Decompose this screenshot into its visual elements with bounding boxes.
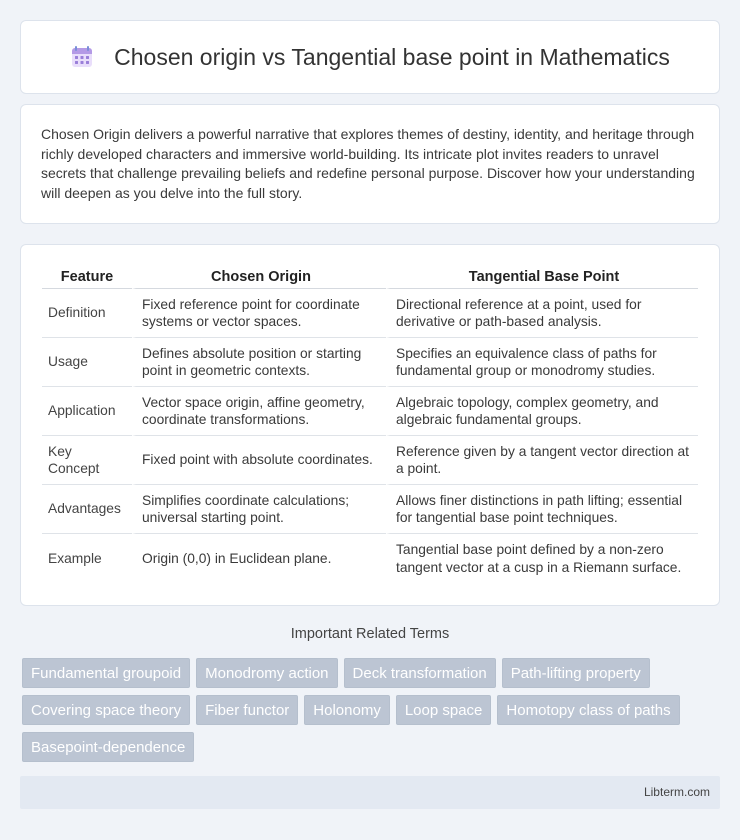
table-row (42, 436, 698, 485)
tangential-base-point-cell: Algebraic topology, complex geometry, and algebraic fundamental groups. (386, 387, 698, 436)
comparison-card (20, 244, 720, 606)
chosen-origin-cell: Fixed reference point for coordinate systems or vector spaces. (132, 289, 386, 338)
table-header-row (42, 265, 698, 289)
related-terms-title: Important Related Terms (290, 626, 450, 642)
related-term-tag[interactable]: Deck transformation (344, 658, 496, 688)
chosen-origin-cell: Fixed point with absolute coordinates. (132, 436, 386, 485)
calendar-icon (70, 45, 94, 69)
related-term-tag[interactable]: Fundamental groupoid (22, 658, 190, 688)
related-term-tag[interactable]: Path-lifting property (502, 658, 650, 688)
related-term-tag[interactable]: Monodromy action (196, 658, 337, 688)
related-term-tag[interactable]: Fiber functor (196, 695, 298, 725)
feature-cell: Usage (42, 338, 132, 387)
comparison-table (42, 265, 698, 583)
column-header-chosen-origin: Chosen Origin (132, 265, 386, 289)
feature-cell: Application (42, 387, 132, 436)
table-row (42, 338, 698, 387)
related-term-tag[interactable]: Loop space (396, 695, 492, 725)
footer (20, 776, 720, 809)
tangential-base-point-cell: Directional reference at a point, used for derivative or path-based analysis. (386, 289, 698, 338)
table-row (42, 289, 698, 338)
intro-text: Chosen Origin delivers a powerful narrative that explores themes of destiny, identity, and heritage through richly developed characters and immersive world-building. Its intricate plot invites readers to unravel secrets that challenge prevailing beliefs and redefine personal purpose. Discover how your understanding will deepen as you delve into the full story. (41, 126, 695, 201)
feature-cell: Key Concept (42, 436, 132, 485)
header-card (20, 20, 720, 94)
feature-cell: Example (48, 550, 102, 566)
feature-cell: Definition (42, 289, 132, 338)
related-terms-list (22, 658, 722, 762)
page-title: Chosen origin vs Tangential base point in Mathematics (114, 43, 670, 70)
feature-cell: Advantages (42, 485, 132, 534)
intro-card (20, 104, 720, 224)
table-row (42, 387, 698, 436)
tangential-base-point-cell: Allows finer distinctions in path lifting; essential for tangential base point techniques. (386, 485, 698, 534)
tangential-base-point-cell: Tangential base point defined by a non-zero tangent vector at a cusp in a Riemann surface. (386, 534, 698, 583)
tangential-base-point-cell: Specifies an equivalence class of paths for fundamental group or monodromy studies. (386, 338, 698, 387)
table-row (42, 534, 698, 583)
column-header-tangential-base-point: Tangential Base Point (386, 265, 698, 289)
related-term-tag[interactable]: Covering space theory (22, 695, 190, 725)
related-term-tag[interactable]: Homotopy class of paths (497, 695, 679, 725)
table-row (42, 485, 698, 534)
related-term-tag[interactable]: Holonomy (304, 695, 390, 725)
tangential-base-point-cell: Reference given by a tangent vector direction at a point. (386, 436, 698, 485)
related-term-tag[interactable]: Basepoint-dependence (22, 732, 194, 762)
footer-site-link[interactable]: Libterm.com (643, 785, 710, 799)
chosen-origin-cell: Defines absolute position or starting point in geometric contexts. (132, 338, 386, 387)
chosen-origin-cell: Simplifies coordinate calculations; universal starting point. (132, 485, 386, 534)
chosen-origin-cell: Origin (0,0) in Euclidean plane. (132, 534, 386, 583)
chosen-origin-cell: Vector space origin, affine geometry, coordinate transformations. (132, 387, 386, 436)
column-header-feature: Feature (42, 265, 132, 289)
